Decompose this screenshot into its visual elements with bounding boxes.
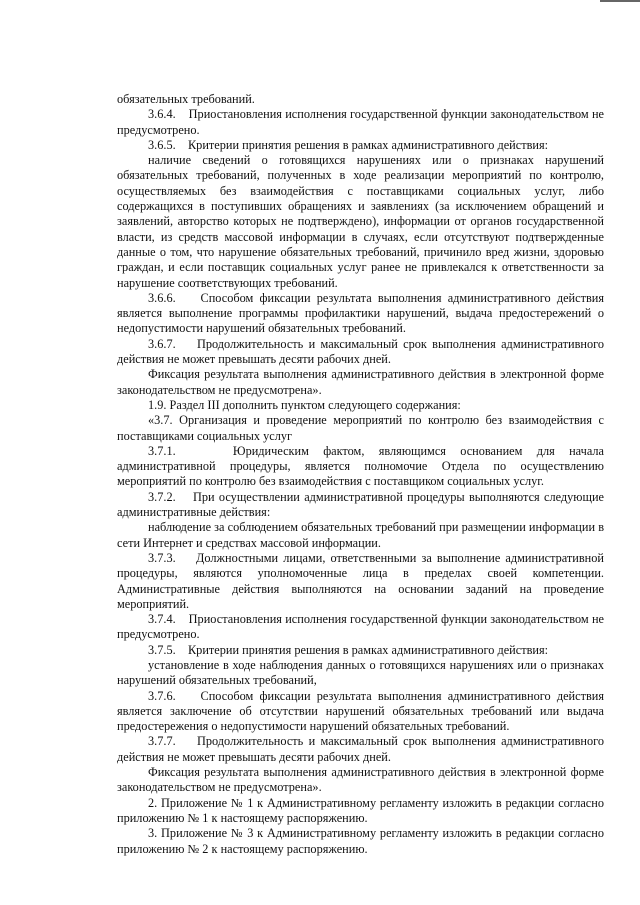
document-body: [117, 92, 604, 857]
paragraph-3-6-7: 3.6.7. Продолжительность и максимальный срок выполнения административного действия не может превышать десяти рабочих дней.: [117, 336, 604, 367]
paragraph-3-7-7: 3.7.7. Продолжительность и максимальный срок выполнения административного действия не может превышать десяти рабочих дней.: [117, 734, 604, 764]
paragraph-3-6-4: 3.6.4. Приостановления исполнения государственной функции законодательством не предусмотрено.: [117, 107, 604, 137]
scan-edge-mark: [600, 0, 640, 2]
paragraph-3-7-1: 3.7.1. Юридическим фактом, являющимся основанием для начала административной процедуры, является полномочие Отдела по осуществлению мероприятий по контролю без взаимодействия с поставщиком социальных услуг.: [117, 443, 604, 489]
paragraph-electronic-fixation-2: Фиксация результата выполнения административного действия в электронной форме законодательством не предусмотрена».: [117, 765, 604, 795]
paragraph-3-7-4: 3.7.4. Приостановления исполнения государственной функции законодательством не предусмотрено.: [117, 612, 604, 642]
paragraph-3-7-6: 3.7.6. Способом фиксации результата выполнения административного действия является заключение об отсутствии нарушений обязательных требований или выдача предостережения о недопустимости нарушений обязательных требований.: [117, 688, 604, 734]
paragraph-establishment: установление в ходе наблюдения данных о готовящихся нарушениях или о признаках нарушений обязательных требований,: [117, 657, 604, 688]
paragraph-item-2: 2. Приложение № 1 к Административному регламенту изложить в редакции согласно приложению № 1 к настоящему распоряжению.: [117, 795, 604, 825]
paragraph-continuation: обязательных требований.: [117, 92, 255, 106]
paragraph-observation: наблюдение за соблюдением обязательных требований при размещении информации в сети Интернет и средствах массовой информации.: [117, 520, 604, 550]
paragraph-3-6-6: 3.6.6. Способом фиксации результата выполнения административного действия является выполнение программы профилактики нарушений, выдача предостережений о недопустимости нарушений обязательных требований.: [117, 290, 604, 336]
paragraph-criteria-list: наличие сведений о готовящихся нарушениях или о признаках нарушений обязательных требований, полученных в ходе реализации мероприятий по контролю, осуществляемых без взаимодействия с поставщиками социальных услуг, либо содержащихся в поступивших обращениях и заявлениях (за исключением обращений и заявлений, авторство которых не подтверждено), информации от органов государственной власти, из средств массовой информации в случаях, если отсутствуют подтвержденные данные о том, что нарушение обязательных требований, причинило вред жизни, здоровью граждан, и если поставщик социальных услуг ранее не привлекался к ответственности за нарушение соответствующих требований.: [117, 153, 604, 290]
paragraph-3-7-3: 3.7.3. Должностными лицами, ответственными за выполнение административной процедуры, являются уполномоченные лица в пределах своей компетенции. Административные действия выполняются на основании заданий на проведение мероприятий.: [117, 550, 604, 611]
paragraph-3-7-5: 3.7.5. Критерии принятия решения в рамках административного действия:: [148, 642, 549, 657]
paragraph-3-6-5: 3.6.5. Критерии принятия решения в рамках административного действия:: [148, 137, 549, 152]
paragraph-item-3: 3. Приложение № 3 к Административному регламенту изложить в редакции согласно приложению № 2 к настоящему распоряжению.: [117, 826, 604, 856]
paragraph-1-9: 1.9. Раздел III дополнить пунктом следующего содержания:: [148, 397, 461, 412]
paragraph-3-7-2: 3.7.2. При осуществлении административной процедуры выполняются следующие административные действия:: [117, 489, 604, 520]
paragraph-3-7-heading: «3.7. Организация и проведение мероприятий по контролю без взаимодействия с поставщиками социальных услуг: [117, 413, 604, 443]
paragraph-electronic-fixation-1: Фиксация результата выполнения административного действия в электронной форме законодательством не предусмотрена».: [117, 367, 604, 397]
